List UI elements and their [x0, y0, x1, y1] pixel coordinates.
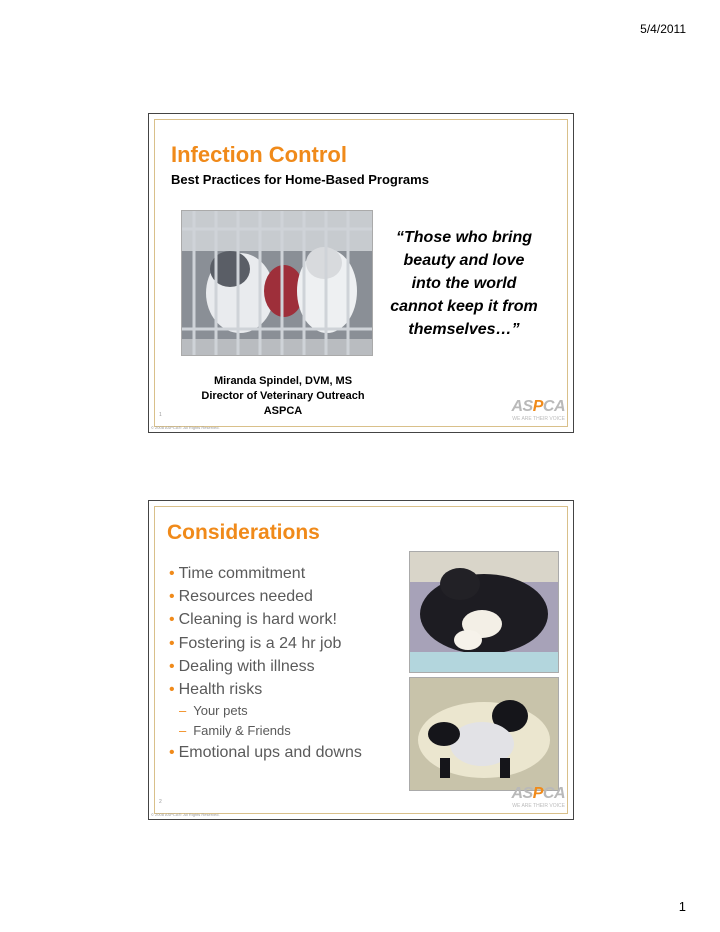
aspca-logo-text: ASPCA	[511, 398, 565, 415]
sub-list-item: – Family & Friends	[179, 723, 291, 739]
slide-1-number: 1	[159, 412, 162, 418]
cat-sweater-illustration	[410, 678, 558, 790]
slide-2-copyright: © 2008 ASPCA®. All Rights Reserved.	[151, 812, 220, 817]
aspca-logo	[511, 398, 565, 422]
quote-line: themselves…”	[408, 321, 520, 338]
kittens-in-cage-photo	[181, 210, 373, 356]
quote-line: beauty and love	[403, 252, 525, 269]
author-org: ASPCA	[263, 405, 303, 417]
author-name: Miranda Spindel, DVM, MS	[213, 375, 353, 387]
cat-in-sweater-photo	[409, 677, 559, 791]
list-item: • Time commitment	[169, 565, 306, 582]
quote-line: into the world	[411, 275, 517, 292]
considerations-list	[169, 562, 362, 764]
list-item: • Resources needed	[169, 588, 313, 606]
list-item: • Dealing with illness	[169, 657, 315, 675]
slide-2-number: 2	[159, 799, 162, 805]
cat-kittens-illustration	[410, 552, 558, 672]
quote-line: “Those who bring	[396, 229, 532, 246]
page-number: 1	[678, 899, 686, 914]
slide-2	[148, 500, 574, 820]
slide-1-subtitle: Best Practices for Home-Based Programs	[171, 172, 429, 187]
slide-1-author	[173, 374, 393, 419]
slide-2-title: Considerations	[167, 521, 320, 544]
aspca-logo-text: ASPCA	[511, 785, 565, 802]
black-cat-with-kittens-photo	[409, 551, 559, 673]
list-item: • Cleaning is hard work!	[169, 611, 337, 629]
sub-list-item: – Your pets	[179, 703, 248, 719]
kittens-photo-illustration	[182, 211, 372, 355]
list-item: • Emotional ups and downs	[169, 744, 362, 762]
page-date: 5/4/2011	[640, 22, 686, 36]
slide-1-copyright: © 2008 ASPCA®. All Rights Reserved.	[151, 425, 220, 430]
aspca-logo	[511, 785, 565, 809]
quote-line: cannot keep it from	[390, 298, 538, 315]
slide-1	[148, 113, 574, 433]
slide-1-title: Infection Control	[171, 142, 347, 167]
slide-1-quote	[369, 226, 559, 341]
aspca-logo-tagline: WE ARE THEIR VOICE	[512, 416, 565, 422]
list-item: • Health risks	[169, 681, 263, 699]
author-role: Director of Veterinary Outreach	[201, 390, 365, 402]
aspca-logo-tagline: WE ARE THEIR VOICE	[512, 803, 565, 809]
list-item: • Fostering is a 24 hr job	[169, 634, 342, 652]
